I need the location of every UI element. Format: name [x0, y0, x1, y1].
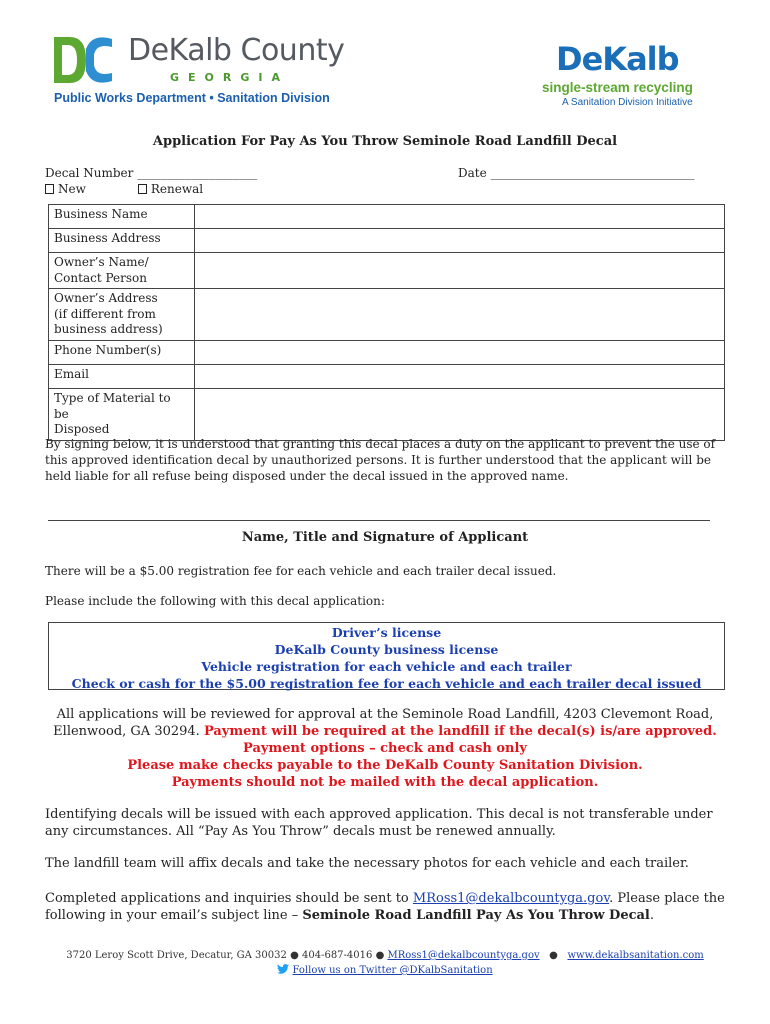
table-row [49, 253, 725, 289]
signature-line[interactable] [48, 520, 710, 521]
business-address-field[interactable] [195, 229, 725, 253]
department-line: Public Works Department • Sanitation Division [54, 91, 330, 105]
footer-contact-line [0, 948, 770, 963]
table-row [49, 205, 725, 229]
row-label: Type of Material to be Disposed [49, 389, 195, 441]
county-name: DeKalb County [128, 33, 345, 68]
application-type-options [45, 182, 229, 196]
footer-twitter-line [0, 963, 770, 978]
table-row [49, 229, 725, 253]
table-row [49, 341, 725, 365]
right-logo-tagline: single-stream recycling [542, 80, 693, 95]
footer-address: 3720 Leroy Scott Drive, Decatur, GA 30032 [66, 950, 287, 961]
material-type-field[interactable] [195, 389, 725, 441]
submission-paragraph [45, 890, 725, 924]
row-label: Owner’s Address (if different from business address) [49, 289, 195, 341]
row-label: Email [49, 365, 195, 389]
fee-text: There will be a $5.00 registration fee for each vehicle and each trailer decal issued. [45, 564, 557, 578]
submission-prefix: Completed applications and inquiries should be sent to [45, 891, 413, 906]
new-label: New [58, 182, 86, 196]
footer-twitter-link[interactable]: Follow us on Twitter @DKalbSanitation [292, 965, 493, 976]
twitter-icon [277, 964, 289, 974]
requirement-item: Vehicle registration for each vehicle and each trailer [201, 659, 572, 674]
footer [0, 948, 770, 978]
submission-email-link[interactable]: MRoss1@dekalbcountyga.gov [412, 891, 610, 906]
applicant-info-table [48, 204, 725, 441]
email-field[interactable] [195, 365, 725, 389]
page-title: Application For Pay As You Throw Seminole Road Landfill Decal [152, 134, 618, 149]
contact-person-field[interactable] [195, 253, 725, 289]
photos-paragraph: The landfill team will affix decals and take the necessary photos for each vehicle and each trailer. [45, 856, 689, 871]
decal-number-field[interactable]: Decal Number ____________________ [45, 166, 258, 180]
row-label: Business Name [49, 205, 195, 229]
renewal-checkbox[interactable] [138, 184, 147, 194]
review-line-2 [0, 723, 770, 740]
signature-title: Name, Title and Signature of Applicant [241, 530, 529, 545]
footer-website-link[interactable]: www.dekalbsanitation.com [567, 950, 704, 961]
email-subject-line: Seminole Road Landfill Pay As You Throw Decal [302, 908, 650, 923]
dekalb-county-logo [52, 33, 352, 108]
payment-options: Payment options – check and cash only [243, 741, 527, 756]
phone-number-field[interactable] [195, 341, 725, 365]
footer-separator: ● [375, 950, 385, 961]
submission-suffix: . [649, 908, 655, 923]
date-field[interactable]: Date __________________________________ [458, 166, 695, 180]
single-stream-recycling-logo [540, 40, 730, 115]
new-checkbox[interactable] [45, 184, 54, 194]
check-payable-notice: Please make checks payable to the DeKalb County Sanitation Division. [127, 758, 643, 773]
new-option[interactable] [45, 182, 86, 196]
no-mail-notice: Payments should not be mailed with the decal application. [171, 775, 599, 790]
submission-middle: . Please place the following in your email’s subject line – [45, 891, 725, 923]
review-notice [0, 706, 770, 791]
requirement-item: Check or cash for the $5.00 registration fee for each vehicle and each trailer decal issued [71, 676, 702, 691]
right-logo-subtag: A Sanitation Division Initiative [562, 97, 693, 108]
renewal-option[interactable] [138, 182, 203, 196]
right-logo-word: DeKalb [556, 40, 679, 78]
decals-paragraph: Identifying decals will be issued with each approved application. This decal is not transferable under any circumstances. All “Pay As You Throw” decals must be renewed annually. [45, 807, 713, 839]
footer-separator: ● [290, 950, 299, 961]
row-label: Phone Number(s) [49, 341, 195, 365]
requirements-box [48, 622, 725, 690]
requirement-item: Driver’s license [331, 625, 442, 640]
review-address-end: Ellenwood, GA 30294. [53, 724, 204, 739]
review-line-1: All applications will be reviewed for approval at the Seminole Road Landfill, 4203 Clevemont Road, [56, 707, 714, 722]
requirement-item: DeKalb County business license [274, 642, 499, 657]
row-label: Business Address [49, 229, 195, 253]
row-label: Owner’s Name/ Contact Person [49, 253, 195, 289]
include-text: Please include the following with this decal application: [45, 594, 385, 608]
table-row [49, 365, 725, 389]
business-name-field[interactable] [195, 205, 725, 229]
table-row [49, 289, 725, 341]
footer-separator: ● [549, 950, 558, 961]
liability-paragraph: By signing below, it is understood that granting this decal places a duty on the applicant to prevent the use of this approved identification decal by unauthorized persons. It is further understood that the applicant will be held liable for all refuse being disposed under the decal issued in the approved name. [45, 437, 716, 483]
county-state: GEORGIA [170, 71, 289, 84]
renewal-label: Renewal [150, 182, 204, 196]
footer-email-link[interactable]: MRoss1@dekalbcountyga.gov [387, 950, 540, 961]
dc-logo-mark-icon [52, 35, 114, 85]
owner-address-field[interactable] [195, 289, 725, 341]
footer-phone: 404-687-4016 [301, 950, 373, 961]
payment-required-notice: Payment will be required at the landfill if the decal(s) is/are approved. [203, 724, 717, 739]
table-row [49, 389, 725, 441]
